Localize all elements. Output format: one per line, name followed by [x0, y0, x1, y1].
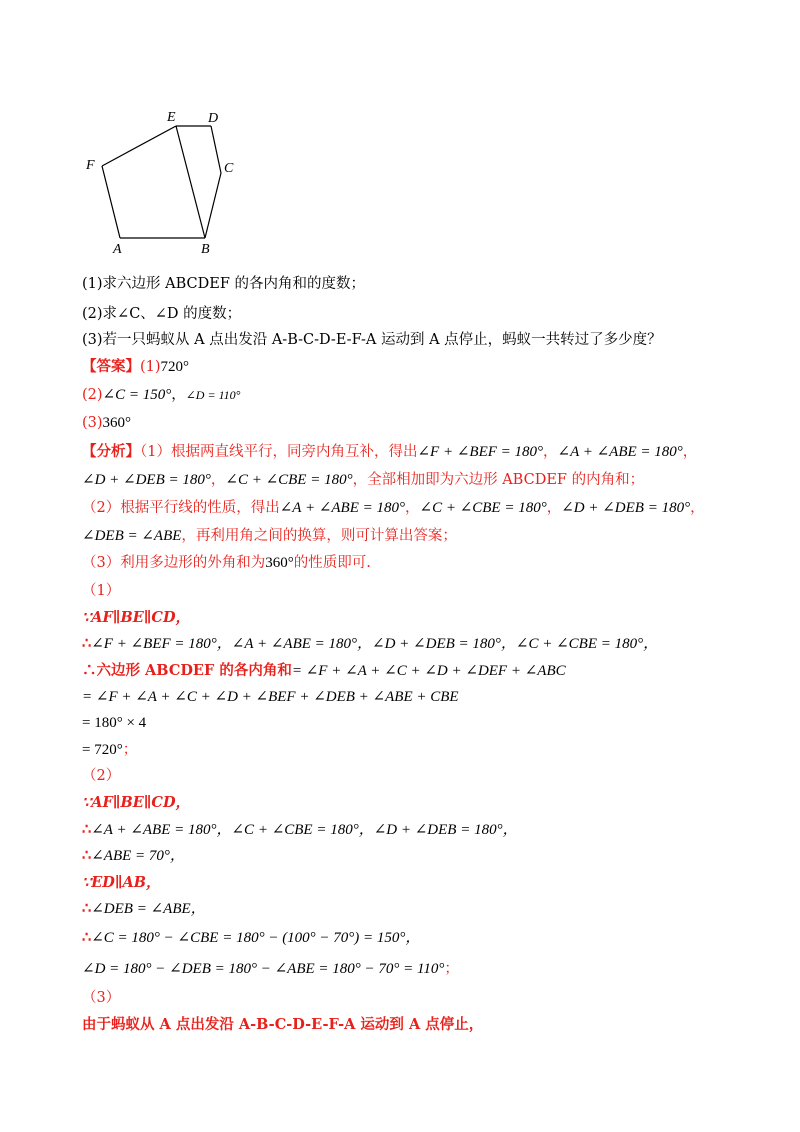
analysis-l4-math: ∠DEB = ∠ABE: [82, 528, 182, 544]
answer-tag: 【答案】: [82, 358, 140, 375]
answer-2-sep: ，: [171, 387, 186, 403]
analysis-line-1: [82, 442, 697, 462]
analysis-line-2: [82, 470, 644, 490]
label-c: C: [224, 161, 234, 176]
solution-2-line-6: [82, 928, 420, 948]
solution-1-l3-pre: ∴六边形 ABCDEF 的各内角和: [82, 662, 292, 679]
answer-2-d: ∠D = 110°: [185, 388, 241, 402]
analysis-l4-text: ，再利用角之间的换算，则可计算出答案；: [181, 528, 457, 544]
label-d: D: [208, 111, 219, 126]
analysis-l1-math2: ∠A + ∠ABE = 180°: [557, 444, 683, 460]
label-f: F: [86, 158, 95, 173]
solution-2-l7-math: ∠D = 180° − ∠DEB = 180° − ∠ABE = 180° − 70° = 110°: [82, 961, 445, 977]
solution-3-head: （3）: [82, 990, 121, 1006]
analysis-l5-text1: （3）利用多边形的外角和为: [82, 555, 266, 571]
answer-2-label: (2): [82, 387, 103, 403]
analysis-l2-math1: ∠D + ∠DEB = 180°: [82, 472, 211, 488]
analysis-l3-math2: ∠C + ∠CBE = 180°: [419, 500, 547, 516]
solution-2-l5-pre: ∴: [82, 900, 92, 917]
label-b: B: [201, 242, 210, 255]
solution-1-line-6: [82, 740, 137, 760]
answer-2-c: ∠C = 150°: [102, 387, 172, 403]
answer-3-label: (3): [82, 415, 103, 431]
analysis-l1-end: ，: [682, 444, 698, 460]
solution-2-l5-math: ∠DEB = ∠ABE，: [91, 901, 206, 917]
answer-1: [82, 357, 189, 377]
solution-1-l2-pre: ∴: [82, 635, 92, 652]
solution-2-line-2: [82, 820, 518, 840]
solution-2-line-3: [82, 846, 185, 866]
analysis-l3-sep1: ，: [405, 500, 420, 516]
solution-1-line-3: [82, 661, 566, 681]
analysis-l3-sep2: ，: [546, 500, 562, 516]
segment-fa: [102, 166, 120, 238]
solution-2-line-7: [82, 959, 459, 979]
solution-1-l3-math: = ∠F + ∠A + ∠C + ∠D + ∠DEF + ∠ABC: [291, 663, 566, 679]
segment-cd: [211, 126, 221, 173]
analysis-l1-math1: ∠F + ∠BEF = 180°: [417, 444, 544, 460]
solution-2-l3-pre: ∴: [82, 847, 92, 864]
solution-1-l6-math: = 720°: [82, 742, 123, 758]
solution-2-l2-math: ∠A + ∠ABE = 180°，∠C + ∠CBE = 180°，∠D + ∠DEB = 180°，: [91, 822, 518, 838]
solution-1-line-2: [82, 634, 658, 654]
solution-3-line-1: 由于蚂蚁从 A 点出发沿 A-B-C-D-E-F-A 运动到 A 点停止，: [82, 1016, 484, 1033]
segment-bc: [205, 173, 221, 238]
analysis-l5-math: 360°: [265, 555, 294, 571]
segment-be: [176, 126, 205, 238]
solution-1-line-5: = 180° × 4: [82, 715, 147, 731]
analysis-l1-sep: ，: [543, 444, 558, 460]
analysis-l2-text: ，全部相加即为六边形 ABCDEF 的内角和；: [352, 472, 645, 488]
label-e: E: [167, 110, 176, 125]
solution-1-l2-math: ∠F + ∠BEF = 180°，∠A + ∠ABE = 180°，∠D + ∠DEB = 180°，∠C + ∠CBE = 180°，: [91, 636, 659, 652]
segment-ef: [102, 126, 176, 166]
solution-2-head: （2）: [82, 768, 121, 784]
solution-1-line-4: = ∠F + ∠A + ∠C + ∠D + ∠BEF + ∠DEB + ∠ABE + CBE: [82, 689, 459, 705]
analysis-tag: 【分析】: [82, 443, 140, 460]
analysis-line-3: [82, 498, 705, 518]
analysis-l3-math3: ∠D + ∠DEB = 180°: [561, 500, 691, 516]
solution-1-l6-end: ；: [122, 742, 138, 758]
question-3: (3)若一只蚂蚁从 A 点出发沿 A-B-C-D-E-F-A 运动到 A 点停止，蚂蚁一共转过了多少度？: [82, 332, 662, 348]
analysis-l3-text: （2）根据平行线的性质，得出: [82, 500, 280, 516]
answer-1-value: 720°: [160, 359, 190, 375]
answer-2: [82, 385, 240, 405]
analysis-l3-end: ，: [690, 500, 705, 516]
solution-2-l2-pre: ∴: [82, 821, 92, 838]
solution-2-l6-pre: ∴: [82, 929, 92, 946]
solution-2-line-4: ∵ED∥AB，: [82, 874, 161, 891]
analysis-l2-math2: ∠C + ∠CBE = 180°: [225, 472, 353, 488]
question-1: (1)求六边形 ABCDEF 的各内角和的度数；: [82, 276, 366, 292]
answer-3: [82, 413, 131, 433]
analysis-line-4: [82, 526, 457, 546]
solution-1-head: （1）: [82, 583, 121, 599]
solution-2-l3-math: ∠ABE = 70°，: [91, 848, 185, 864]
analysis-l3-math1: ∠A + ∠ABE = 180°: [279, 500, 405, 516]
solution-2-line-1: ∵AF∥BE∥CD，: [82, 794, 191, 811]
analysis-l5-text2: 的性质即可.: [293, 555, 371, 571]
question-2: (2)求∠C、∠D 的度数；: [82, 306, 242, 322]
hexagon-figure: [80, 105, 250, 255]
label-a: A: [113, 242, 122, 255]
solution-2-l6-math: ∠C = 180° − ∠CBE = 180° − (100° − 70°) = 150°，: [91, 930, 421, 946]
answer-1-label: (1): [140, 359, 161, 375]
solution-2-line-5: [82, 899, 206, 919]
analysis-l1-text: （1）根据两直线平行，同旁内角互补，得出: [140, 444, 418, 460]
solution-2-l7-end: ；: [444, 961, 459, 977]
answer-3-value: 360°: [102, 415, 132, 431]
analysis-l2-sep: ，: [210, 472, 226, 488]
analysis-line-5: [82, 553, 371, 573]
solution-1-line-1: ∵AF∥BE∥CD，: [82, 609, 191, 626]
